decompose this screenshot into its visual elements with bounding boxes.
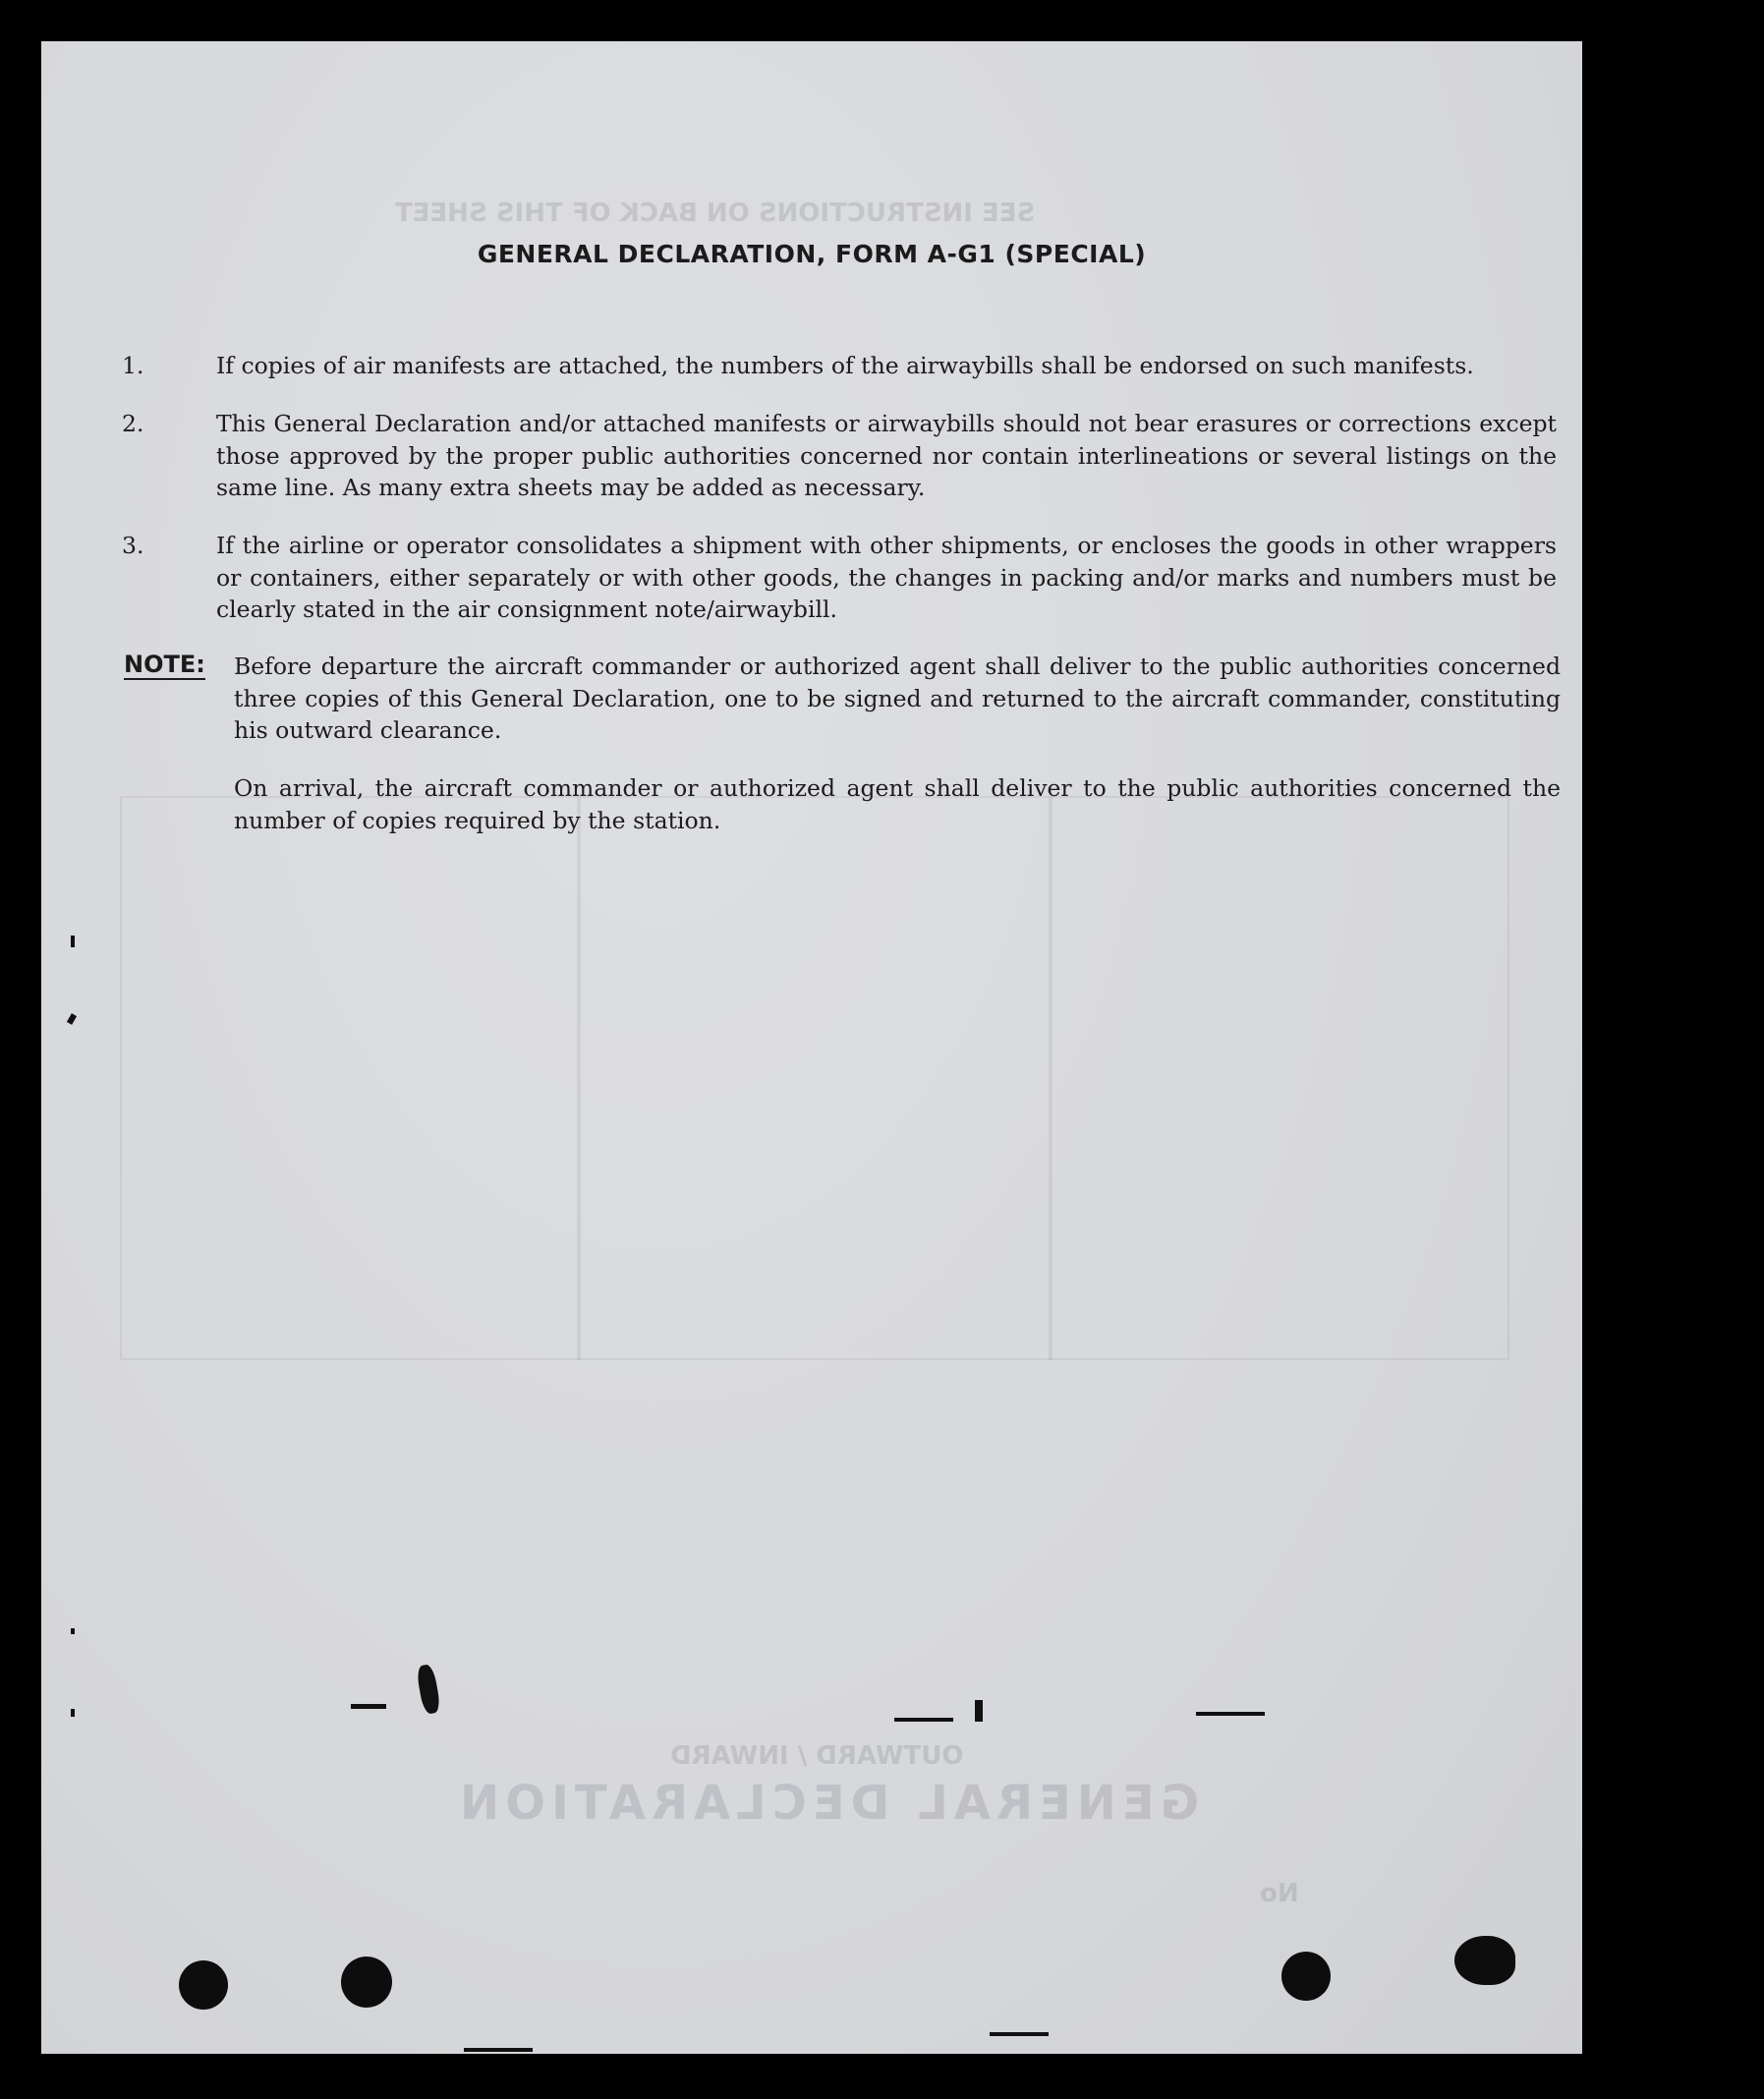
bleed-through-title: GENERAL DECLARATION: [454, 1776, 1200, 1831]
ink-speck: [67, 1013, 77, 1025]
ink-speck: [894, 1718, 953, 1722]
ink-speck: [71, 936, 75, 947]
bleed-through-frame: [120, 796, 1509, 1360]
ink-speck: [71, 1628, 75, 1634]
bleed-through-frame-divider-1: [577, 796, 581, 1360]
punch-hole: [179, 1960, 228, 2010]
ink-speck: [975, 1700, 983, 1722]
ink-speck: [71, 1709, 75, 1717]
bleed-through-no-label: No: [1260, 1879, 1299, 1908]
item-number: 3.: [122, 532, 144, 559]
punch-hole: [341, 1957, 392, 2008]
note-paragraph-1: Before departure the aircraft commander or authorized agent shall deliver to the public authorities concerned three copies of this General Declaration, one to be signed and returned to the aircraft commander, constituting his outward clearance.: [234, 652, 1561, 744]
punch-hole: [1454, 1936, 1515, 1985]
ink-speck: [351, 1704, 386, 1709]
item-number: 1.: [122, 352, 144, 379]
form-title: GENERAL DECLARATION, FORM A-G1 (SPECIAL): [477, 240, 1147, 268]
ink-speck: [990, 2032, 1049, 2036]
note-label: NOTE:: [124, 651, 205, 678]
punch-hole: [1281, 1952, 1331, 2001]
ink-speck: [464, 2048, 533, 2052]
item-text: If the airline or operator consolidates a shipment with other shipments, or encloses the goods in other wrappers or containers, either separately or with other goods, the changes in packing and/or marks and numbers must be clearly stated in the air consignment note/airwaybill.: [216, 532, 1557, 623]
item-text: If copies of air manifests are attached, the numbers of the airwaybills shall be endorsed on such manifests.: [216, 352, 1474, 379]
item-number: 2.: [122, 410, 144, 437]
bleed-through-frame-divider-2: [1049, 796, 1053, 1360]
ink-speck: [416, 1664, 441, 1715]
bleed-through-subtitle: OUTWARD / INWARD: [670, 1741, 964, 1771]
ink-speck: [1196, 1712, 1265, 1716]
document-page: [41, 41, 1582, 2054]
note-paragraph-2: On arrival, the aircraft commander or authorized agent shall deliver to the public authorities concerned the number of copies required by the station.: [234, 774, 1561, 834]
item-text: This General Declaration and/or attached manifests or airwaybills should not bear erasures or corrections except those approved by the proper public authorities concerned nor contain interlineations or several listings on the same line. As many extra sheets may be added as necessary.: [216, 410, 1557, 501]
bleed-through-header: SEE INSTRUCTIONS ON BACK OF THIS SHEET: [395, 199, 1036, 228]
